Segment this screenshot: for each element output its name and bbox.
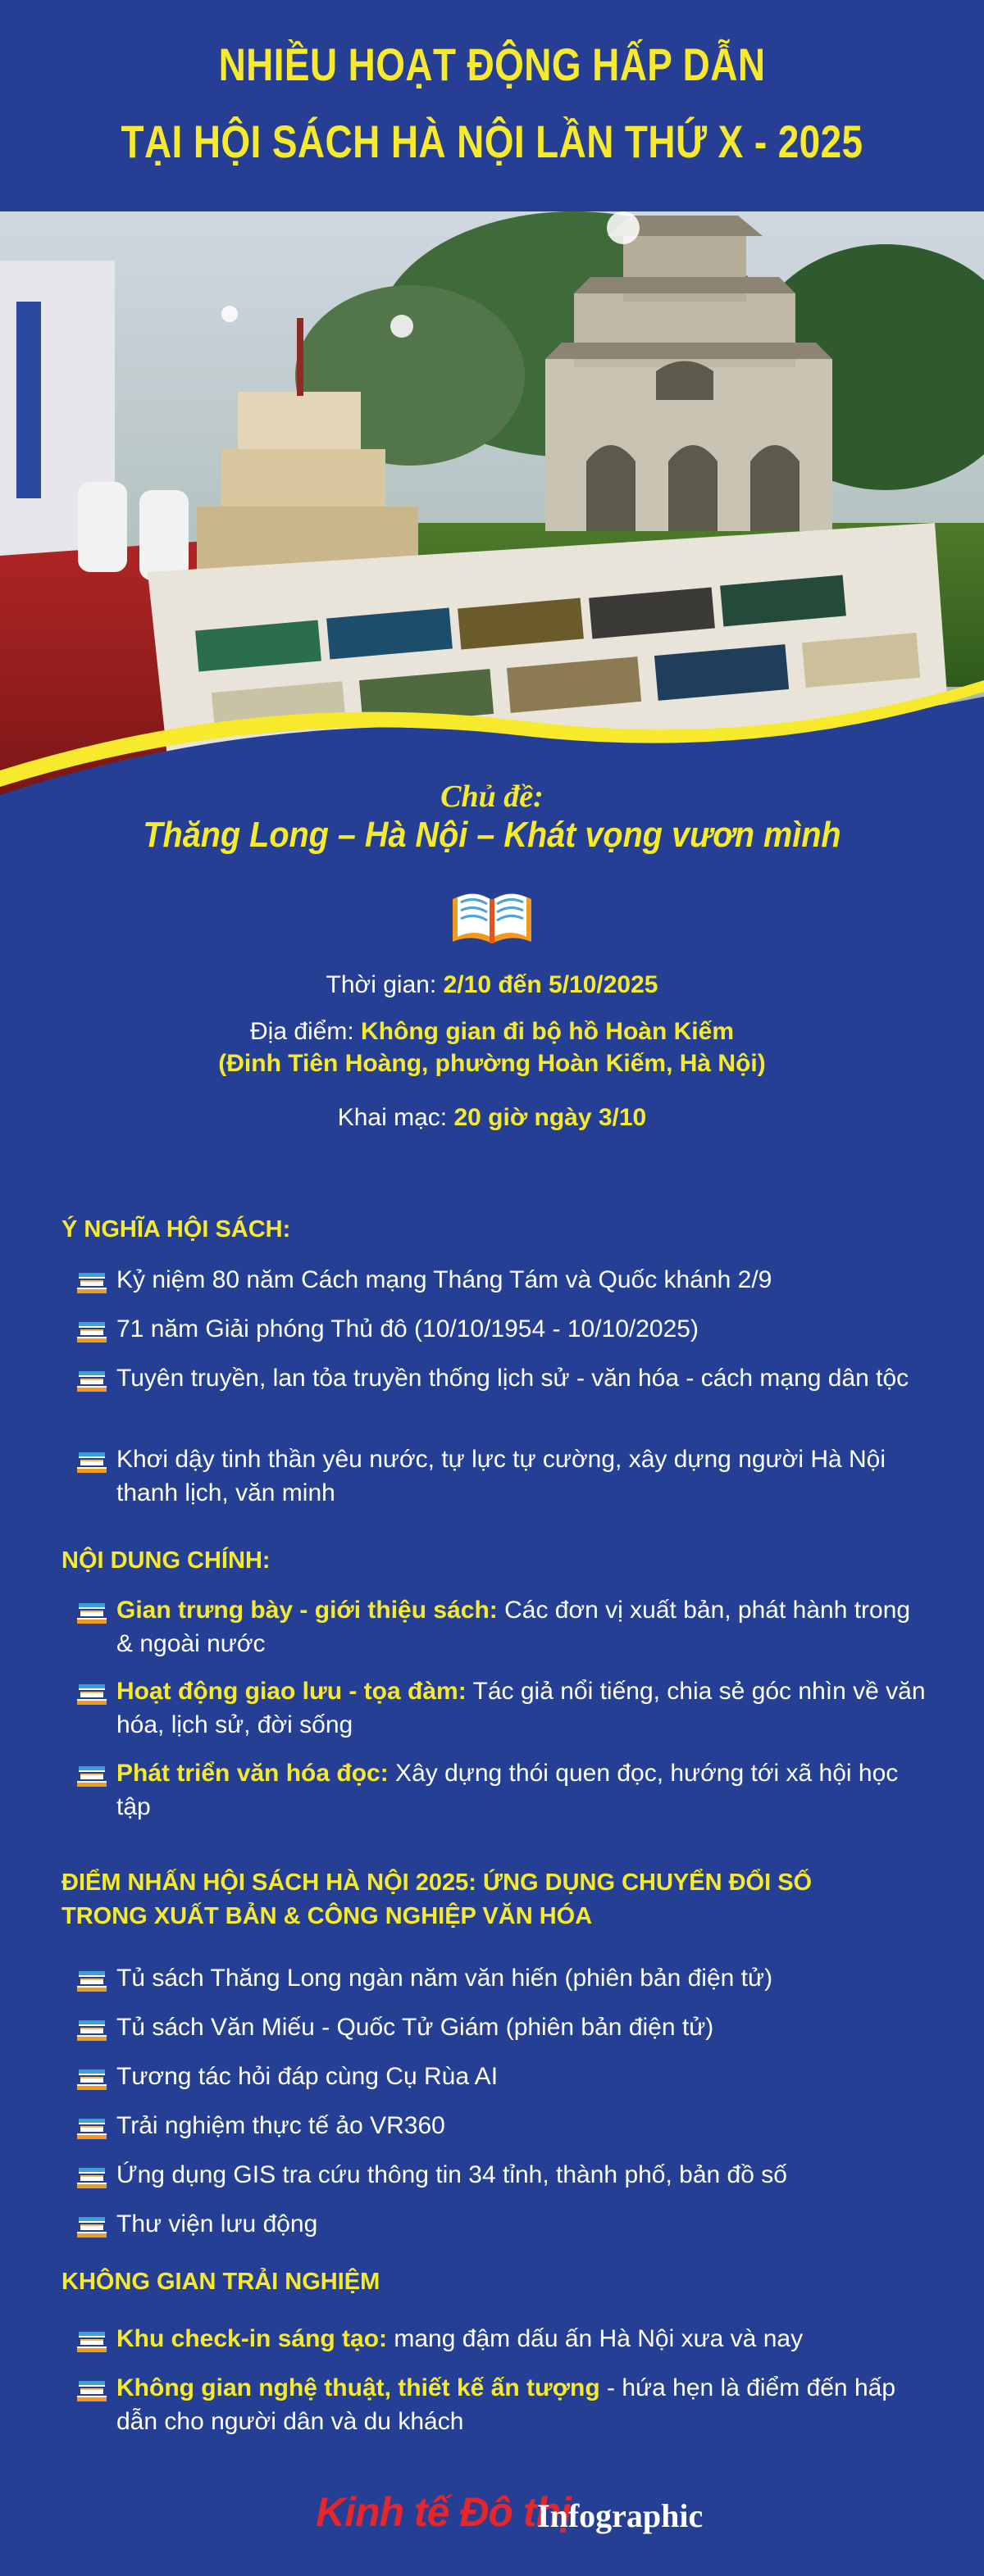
time-label: Thời gian:: [326, 971, 444, 998]
info-time: [0, 971, 984, 999]
book-stack-icon: [74, 1266, 110, 1296]
book-stack-icon: [74, 1678, 110, 1707]
item-text: mang đậm dấu ấn Hà Nội xưa và nay: [387, 2325, 804, 2352]
item-highlight: Gian trưng bày - giới thiệu sách:: [116, 1597, 498, 1624]
opening-label: Khai mạc:: [337, 1104, 454, 1131]
item-text: - hứa hẹn là điểm đến hấp dẫn cho người dân và du khách: [116, 2374, 896, 2435]
section-title-highlight-line2: TRONG XUẤT BẢN & CÔNG NGHIỆP VĂN HÓA: [61, 1903, 593, 1929]
list-item: Kỷ niệm 80 năm Cách mạng Tháng Tám và Quốc khánh 2/9: [74, 1263, 927, 1297]
list-item: [74, 1674, 927, 1742]
book-stack-icon: [74, 2161, 110, 2191]
book-stack-icon: [74, 1446, 110, 1475]
theme-title: Thăng Long – Hà Nội – Khát vọng vươn mình: [143, 815, 841, 855]
header: [0, 0, 984, 211]
infographic-tag: Infographic: [537, 2497, 704, 2534]
item-text: Các đơn vị xuất bản, phát hành trong & ngoài nước: [116, 1597, 911, 1657]
book-stack-icon: [74, 1365, 110, 1394]
list-item: Trải nghiệm thực tế ảo VR360: [74, 2109, 927, 2142]
book-stack-icon: [74, 1315, 110, 1345]
book-stack-icon: [74, 1597, 110, 1626]
list-item: Tủ sách Thăng Long ngàn năm văn hiến (phiên bản điện tử): [74, 1961, 927, 1995]
list-item: Tương tác hỏi đáp cùng Cụ Rùa AI: [74, 2060, 927, 2093]
page-title-line1: NHIỀU HOẠT ĐỘNG HẤP DẪN: [218, 39, 766, 90]
theme-label: Chủ đề:: [440, 779, 544, 814]
page-title-line2: TẠI HỘI SÁCH HÀ NỘI LẦN THỨ X - 2025: [121, 116, 863, 167]
list-item: Tuyên truyền, lan tỏa truyền thống lịch sử - văn hóa - cách mạng dân tộc: [74, 1361, 927, 1395]
book-stack-icon: [74, 2210, 110, 2240]
list-item: 71 năm Giải phóng Thủ đô (10/10/1954 - 10/10/2025): [74, 1312, 927, 1346]
item-text: Xây dựng thói quen đọc, hướng tới xã hội học tập: [116, 1760, 899, 1820]
list-item: [74, 1593, 927, 1661]
item-highlight: Phát triển văn hóa đọc:: [116, 1760, 389, 1787]
list-item: Thư viện lưu động: [74, 2207, 927, 2241]
open-book-icon: [449, 888, 535, 947]
brand-logo: Kinh tế Đô thị: [316, 2489, 571, 2535]
place-label: Địa điểm:: [249, 1018, 362, 1045]
item-text: Tác giả nổi tiếng, chia sẻ góc nhìn về văn hóa, lịch sử, đời sống: [116, 1678, 926, 1738]
list-item: Khơi dậy tinh thần yêu nước, tự lực tự cường, xây dựng người Hà Nội thanh lịch, văn minh: [74, 1442, 927, 1510]
book-stack-icon: [74, 1760, 110, 1789]
list-item: [74, 1756, 927, 1824]
item-highlight: Không gian nghệ thuật, thiết kế ấn tượng: [116, 2374, 600, 2401]
section-title-content: NỘI DUNG CHÍNH:: [61, 1547, 271, 1574]
book-stack-icon: [74, 2374, 110, 2404]
section-title-meaning: Ý NGHĨA HỘI SÁCH:: [61, 1216, 291, 1243]
opening-value: 20 giờ ngày 3/10: [453, 1104, 647, 1131]
section-title-experience: KHÔNG GIAN TRẢI NGHIỆM: [61, 2269, 380, 2295]
info-place: [0, 1018, 984, 1046]
book-stack-icon: [74, 2112, 110, 2142]
footer: [0, 2475, 984, 2541]
item-highlight: Khu check-in sáng tạo:: [116, 2325, 388, 2352]
book-stack-icon: [74, 1965, 110, 1994]
section-title-highlight-line1: ĐIỂM NHẤN HỘI SÁCH HÀ NỘI 2025: ỨNG DỤNG CHUYỂN ĐỔI SỐ: [61, 1870, 813, 1896]
list-item: [74, 2371, 927, 2438]
book-stack-icon: [74, 2063, 110, 2092]
book-stack-icon: [74, 2325, 110, 2355]
place-detail: (Đinh Tiên Hoàng, phường Hoàn Kiếm, Hà Nội): [218, 1050, 766, 1077]
list-item: Tủ sách Văn Miếu - Quốc Tử Giám (phiên bản điện tử): [74, 2010, 927, 2044]
item-highlight: Hoạt động giao lưu - tọa đàm:: [116, 1678, 467, 1705]
book-stack-icon: [74, 2014, 110, 2043]
info-opening: [0, 1104, 984, 1132]
place-value: Không gian đi bộ hồ Hoàn Kiếm: [361, 1018, 734, 1045]
list-item: Ứng dụng GIS tra cứu thông tin 34 tỉnh, thành phố, bản đồ số: [74, 2158, 927, 2192]
time-value: 2/10 đến 5/10/2025: [443, 971, 658, 998]
list-item: [74, 2322, 927, 2356]
